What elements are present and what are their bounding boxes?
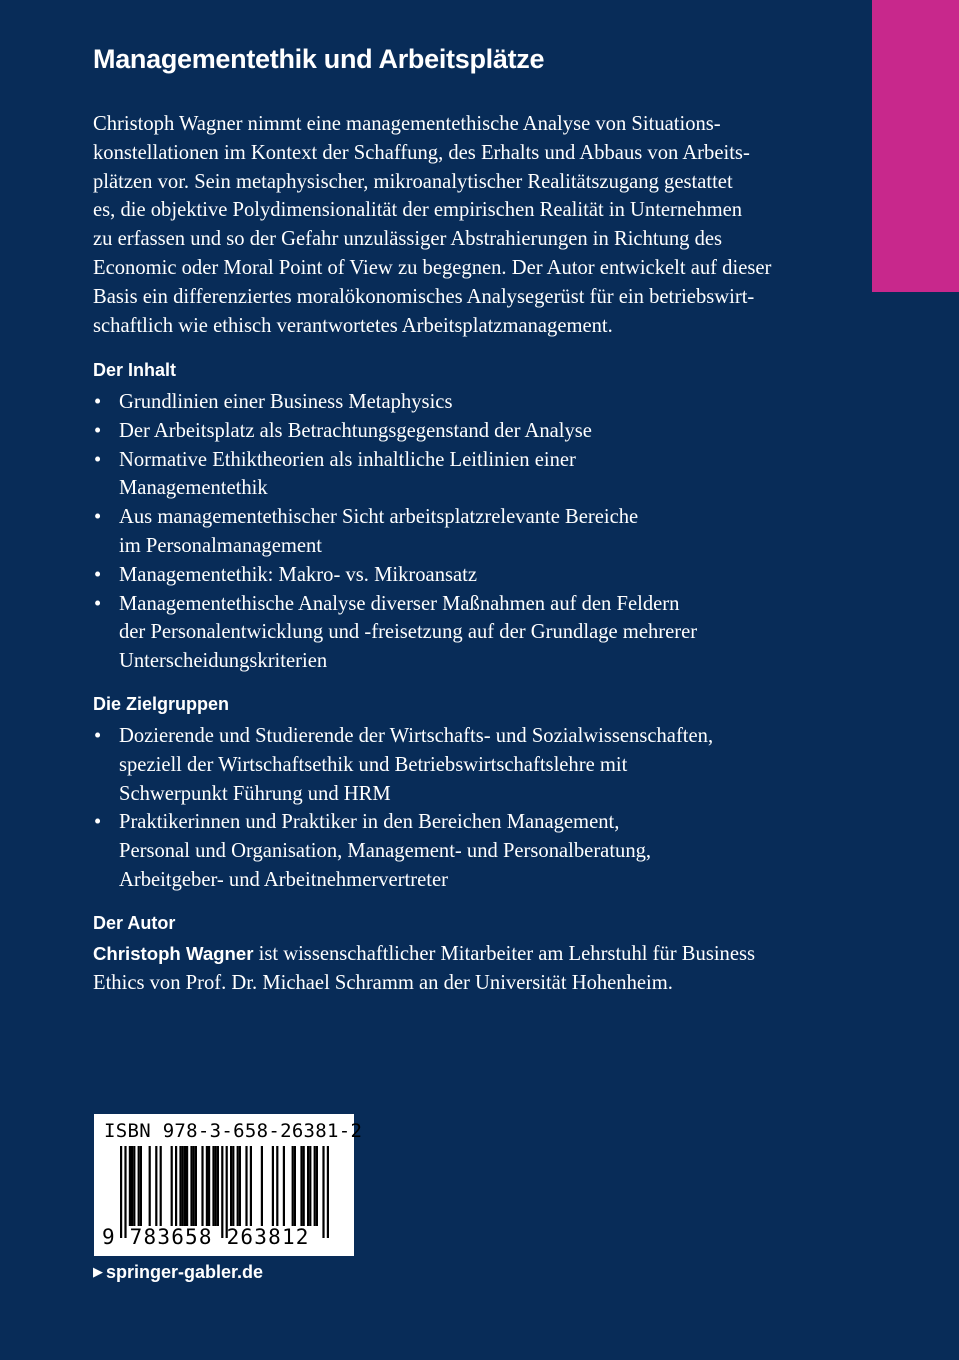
barcode-bar: [276, 1146, 278, 1226]
barcode-bar: [206, 1146, 208, 1226]
bullet-line: Arbeitgeber- und Arbeitnehmervertreter: [119, 868, 448, 891]
barcode-bar: [138, 1146, 140, 1226]
barcode-bar: [322, 1146, 324, 1238]
barcode-bar: [212, 1146, 214, 1226]
author-bio-line: [93, 940, 823, 969]
bullet-item: [93, 561, 833, 590]
barcode-bar: [155, 1146, 157, 1226]
barcode-bar: [292, 1146, 294, 1226]
barcode-bar: [171, 1146, 173, 1226]
barcode-bar: [250, 1146, 252, 1226]
author-bio-line: Ethics von Prof. Dr. Michael Schramm an der Universität Hohenheim.: [93, 971, 673, 994]
barcode-bar: [230, 1146, 232, 1226]
barcode-bar: [232, 1146, 234, 1226]
bullet-line: Aus managementethischer Sicht arbeitsplatzrelevante Bereiche: [119, 506, 639, 529]
barcode-bar: [201, 1146, 203, 1226]
content-heading: Der Inhalt: [93, 360, 177, 380]
bullet-line: Dozierende und Studierende der Wirtschafts- und Sozialwissenschaften,: [119, 725, 714, 747]
barcode-digits: 9 783658 263812: [102, 1225, 310, 1249]
bullet-icon: •: [94, 419, 102, 442]
barcode-bar: [303, 1146, 305, 1226]
barcode-bar: [316, 1146, 318, 1226]
isbn-barcode: [94, 1114, 363, 1256]
intro-line: Basis ein differenziertes moralökonomisches Analysegerüst für ein betriebswirt-: [93, 285, 755, 308]
bullet-line: Unterscheidungskriterien: [119, 650, 328, 673]
bullet-item: [93, 808, 833, 894]
bullet-line: Praktikerinnen und Praktiker in den Bereichen Management,: [119, 811, 620, 834]
bullet-item: [93, 503, 833, 561]
bullet-icon: •: [94, 811, 102, 834]
audience-heading: Die Zielgruppen: [93, 694, 230, 714]
bullet-item: [93, 388, 833, 417]
bullet-line: der Personalentwicklung und -freisetzung auf der Grundlage mehrerer: [119, 621, 698, 644]
barcode-bar: [215, 1146, 217, 1226]
bullet-icon: •: [94, 563, 102, 586]
barcode-bar: [129, 1146, 131, 1226]
bullet-line: Personal und Organisation, Management- und Personalberatung,: [119, 840, 652, 863]
barcode-bar: [239, 1146, 241, 1226]
intro-line: Economic oder Moral Point of View zu begegnen. Der Autor entwickelt auf dieser: [93, 256, 772, 279]
author-bio-text: ist wissenschaftlicher Mitarbeiter am Lehrstuhl für Business: [253, 943, 756, 965]
bullet-line: Normative Ethiktheorien als inhaltliche Leitlinien einer: [119, 448, 576, 471]
bullet-line: Grundlinien einer Business Metaphysics: [119, 391, 453, 413]
publisher-link[interactable]: [93, 1262, 263, 1283]
intro-line: Christoph Wagner nimmt eine managementethische Analyse von Situations-: [93, 113, 721, 135]
bullet-line: im Personalmanagement: [119, 534, 323, 557]
bullet-item: [93, 417, 833, 446]
barcode-bar: [140, 1146, 142, 1226]
barcode-bar: [327, 1146, 329, 1238]
bullet-item: [93, 722, 833, 808]
bullet-line: Managementethische Analyse diverser Maßnahmen auf den Feldern: [119, 592, 680, 615]
accent-bar: [872, 0, 959, 292]
barcode-bar: [245, 1146, 247, 1226]
bullet-line: Der Arbeitsplatz als Betrachtungsgegenstand der Analyse: [119, 419, 592, 442]
bullet-item: [93, 446, 833, 504]
barcode-bar: [149, 1146, 151, 1226]
barcode-bar: [208, 1146, 210, 1226]
bullet-icon: •: [94, 448, 102, 471]
bullet-icon: •: [94, 391, 102, 413]
author-name: Christoph Wagner: [93, 943, 254, 964]
content-list: [93, 388, 833, 676]
barcode-bar: [195, 1146, 197, 1226]
barcode-bar: [186, 1146, 188, 1226]
barcode-bar: [314, 1146, 316, 1226]
barcode-bar: [309, 1146, 311, 1226]
barcode-bar: [160, 1146, 162, 1226]
barcode-bar: [261, 1146, 263, 1226]
barcode-bar: [307, 1146, 309, 1226]
publisher-url: springer-gabler.de: [106, 1262, 264, 1282]
intro-line: zu erfassen und so der Gefahr unzulässiger Abstrahierungen in Richtung des: [93, 228, 723, 251]
intro-line: schaftlich wie ethisch verantwortetes Arbeitsplatzmanagement.: [93, 314, 613, 337]
bullet-icon: •: [94, 506, 102, 529]
barcode-bar: [237, 1146, 239, 1226]
author-heading: Der Autor: [93, 913, 176, 933]
barcode-bar: [272, 1146, 274, 1226]
barcode-bar: [175, 1146, 177, 1226]
author-bio: [93, 940, 823, 998]
bullet-item: [93, 590, 833, 676]
bullet-line: Managementethik: Makro- vs. Mikroansatz: [119, 563, 478, 586]
barcode-bar: [190, 1146, 192, 1226]
audience-list: [93, 722, 833, 895]
intro-line: plätzen vor. Sein metaphysischer, mikroanalytischer Realitätszugang gestattet: [93, 170, 733, 193]
barcode-bar: [184, 1146, 186, 1226]
bullet-line: speziell der Wirtschaftsethik und Betriebswirtschaftslehre mit: [119, 753, 628, 776]
barcode-bar: [300, 1146, 302, 1226]
barcode-bar: [193, 1146, 195, 1226]
barcode-bar: [133, 1146, 135, 1226]
bullet-line: Managementethik: [119, 477, 268, 500]
isbn-label: ISBN 978-3-658-26381-2: [104, 1120, 363, 1142]
barcode-bar: [283, 1146, 285, 1226]
intro-line: es, die objektive Polydimensionalität der empirischen Realität in Unternehmen: [93, 199, 743, 222]
intro-line: konstellationen im Kontext der Schaffung, des Erhalts und Abbaus von Arbeits-: [93, 141, 750, 164]
arrow-right-icon: ▶: [93, 1264, 103, 1279]
barcode-bar: [179, 1146, 181, 1226]
bullet-icon: •: [94, 592, 102, 615]
bullet-icon: •: [94, 725, 102, 747]
book-title: Managementethik und Arbeitsplätze: [93, 44, 545, 74]
intro-paragraph: [93, 110, 823, 340]
barcode-bar: [217, 1146, 219, 1226]
barcode-bar: [294, 1146, 296, 1226]
bullet-line: Schwerpunkt Führung und HRM: [119, 782, 391, 805]
barcode-bar: [131, 1146, 133, 1226]
barcode-bar: [182, 1146, 184, 1226]
